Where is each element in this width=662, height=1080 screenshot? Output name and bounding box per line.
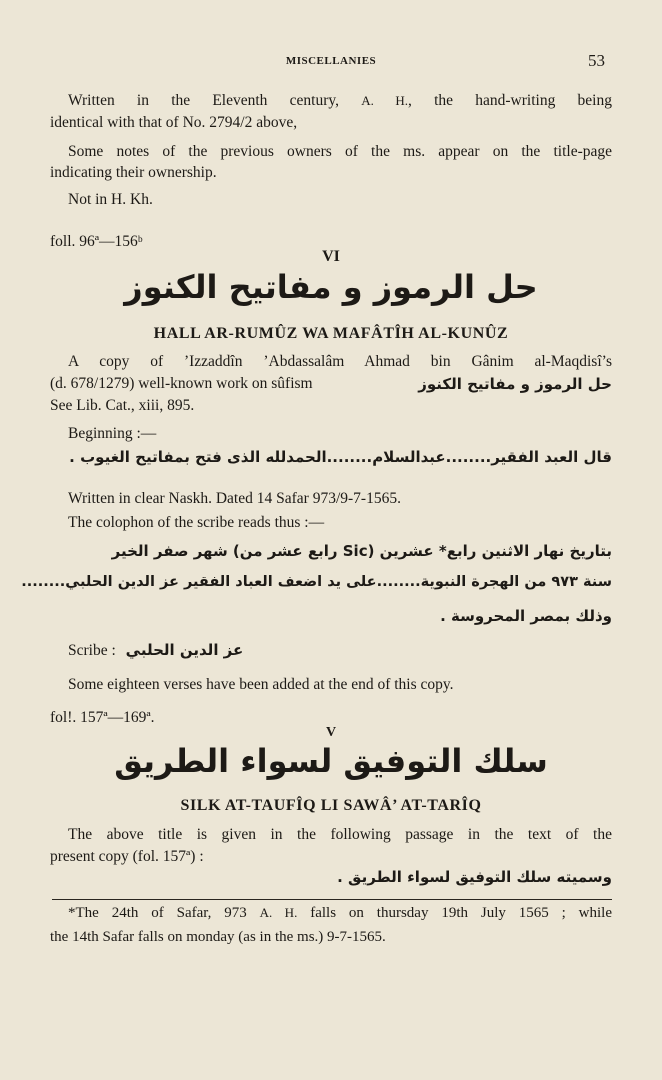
see-lib-cat: See Lib. Cat., xiii, 895. — [50, 397, 195, 414]
beginning-label: Beginning :— — [68, 425, 157, 442]
folio-range-v: fol!. 157ª—169ª. — [50, 709, 155, 726]
footnote-ah-abbrev: A. H. — [259, 905, 298, 920]
entry-numeral-vi: VI — [322, 248, 340, 265]
footnote-rule — [52, 899, 612, 900]
running-title: MISCELLANIES — [285, 55, 377, 67]
roman-title-vi: HALL AR-RUMÛZ WA MAFÂTÎH AL-KUNÛZ — [153, 325, 509, 342]
written-century-text-b: , the hand-writing being — [408, 92, 612, 109]
page-number: 53 — [588, 51, 605, 70]
footnote-text-b: falls on thursday 19th July 1565 ; while — [297, 905, 612, 921]
scribe-line — [68, 641, 243, 660]
identical-hand-line: identical with that of No. 2794/2 above, — [50, 114, 298, 131]
above-title-line: The above title is given in the following passage in the text of the — [68, 826, 612, 843]
ah-abbrev: A. H. — [361, 93, 409, 108]
scribe-label: Scribe : — [68, 642, 116, 659]
sufism-work-arabic: حل الرموز و مفاتيح الكنوز — [418, 375, 612, 393]
written-century-line — [68, 92, 612, 110]
folio-range-vi: foll. 96ª—156ᵇ — [50, 233, 143, 250]
owners-notes-line: Some notes of the previous owners of the ms. appear on the title-page — [68, 143, 612, 160]
colophon-arabic-line-3: وذلك بمصر المحروسة . — [440, 607, 612, 625]
present-copy-line: present copy (fol. 157ª) : — [50, 848, 204, 865]
scribe-arabic: عز الدين الحلبي — [125, 641, 244, 659]
footnote-text-a: *The 24th of Safar, 973 — [68, 905, 260, 921]
colophon-arabic-line-2: سنة ۹۷۳ من الهجرة النبوية........على يد اضعف العباد الفقير عز الدين الحلبي........ — [21, 574, 612, 590]
beginning-arabic: قال العبد الفقير........عبدالسلام........الحمدلله الذى فتح بمفاتيح الغيوب . — [69, 448, 612, 466]
colophon-intro: The colophon of the scribe reads thus :— — [68, 514, 325, 531]
entry-numeral-v: V — [325, 725, 337, 740]
sufism-work-line — [50, 375, 612, 393]
colophon-arabic-line-1: بتاريخ نهار الاثنين رابع* عشرين (Sic رابع عشر من) شهر صفر الخير — [111, 542, 612, 560]
not-in-hkh: Not in H. Kh. — [68, 191, 153, 208]
arabic-title-vi: حل الرموز و مفاتيح الكنوز — [124, 268, 538, 306]
written-in-naskh: Written in clear Naskh. Dated 14 Safar 973/9-7-1565. — [68, 490, 401, 507]
arabic-title-v: سلك التوفيق لسواء الطريق — [114, 742, 548, 780]
passage-arabic: وسميته سلك التوفيق لسواء الطريق . — [337, 868, 612, 886]
written-century-text-a: Written in the Eleventh century, — [68, 92, 362, 109]
owners-notes-line-2: indicating their ownership. — [50, 164, 217, 181]
footnote-line-2: the 14th Safar falls on monday (as in the ms.) 9-7-1565. — [50, 929, 386, 945]
roman-title-v: SILK AT-TAUFÎQ LI SAWÂ’ AT-TARÎQ — [180, 797, 482, 814]
copy-description-line: A copy of ’Izzaddîn ’Abdassalâm Ahmad bin Gânim al-Maqdisî’s — [68, 353, 612, 370]
footnote-line-1 — [68, 905, 612, 922]
sufism-work-text: (d. 678/1279) well-known work on sûfism — [50, 375, 313, 392]
verses-note: Some eighteen verses have been added at the end of this copy. — [68, 676, 454, 693]
